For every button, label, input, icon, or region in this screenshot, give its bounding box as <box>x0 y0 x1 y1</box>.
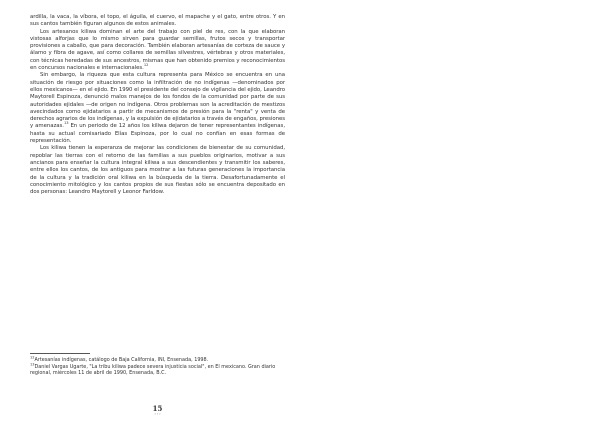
paragraph-1-text: ardilla, la vaca, la víbora, el topo, el águila, el cuervo, el mapache y el gato, entre otros. Y en sus cantos también figuran algunos de estos animales. <box>30 14 285 28</box>
paragraph-2 <box>30 29 285 73</box>
footnote-number: 12 <box>30 355 35 360</box>
footnote-divider <box>30 353 90 354</box>
footnote-ref-13[interactable]: 13 <box>63 121 69 126</box>
paragraph-4-text: Los kiliwa tienen la esperanza de mejorar las condiciones de bienestar de su comunidad, repoblar las tierras con el retorno de las familias a sus pueblos originarios, motivar a sus ancianos para enseñar la cultura integral kiliwa a sus descendientes y transmitir los saberes, entre ellos los cantos, de los antiguos para mostrar a las futuras generaciones la importancia de la cultura y la tradición oral kiliwa en la búsqueda de la tierra. Desafortunadamente el conocimiento mitológico y los cantos propios de sus fiestas sólo se encuentra depositado en dos personas: Leandro Maytorell y Leonor Farldow. <box>30 145 285 196</box>
footnote-text: Daniel Vargas Ugarte, "La tribu kiliwa padece severa injusticia social", en El mexicano. Gran diario regional, miércoles 11 de abril de 1990, Ensenada, B.C. <box>30 364 276 377</box>
paragraph-3 <box>30 72 285 145</box>
footnote-number: 13 <box>30 362 35 367</box>
page-number-block <box>30 405 285 416</box>
paragraph-4 <box>30 145 285 196</box>
paragraph-3-tail: En un periodo de 12 años los kiliwa dejaron de tener representantes indígenas, hasta su actual comisariado Elías Espinoza, por lo cual no confían en esas formas de representación. <box>30 123 285 145</box>
page-mark: • • • <box>154 413 161 416</box>
paragraph-3-text: Sin embargo, la riqueza que esta cultura representa para México se encuentra en una situación de riesgo por situaciones como la infiltración de no indígenas —denominados por ellos mexicanos— en el ejido. En 1990 el presidente del consejo de vigilancia del ejido, Leandro Maytorell Espinoza, denunció malos manejos de los fondos de la comunidad por parte de sus autoridades ejidales —de origen no indígena. Otros problemas son la acreditación de mestizos avecindados como ejidatarios a partir de mecanismos de presión para la "renta" y venta de derechos agrarios de los indígenas, y la expulsión de ejidatarios a través de engaños, presiones y amenazas. <box>30 72 285 130</box>
footnote-text: Artesanías indígenas, catálogo de Baja California, INI, Ensenada, 1998. <box>34 357 209 363</box>
footnotes <box>30 357 285 377</box>
document-page <box>30 14 285 414</box>
body-text <box>30 14 285 196</box>
footnote-ref-12[interactable]: 12 <box>143 63 149 68</box>
paragraph-1 <box>30 14 285 29</box>
footnote-13 <box>30 364 285 377</box>
paragraph-2-text: Los artesanos kiliwa dominan el arte del trabajo con piel de res, con la que elaboran vistosas alforjas que lo mismo sirven para guardar semillas, frutos secos y transportar provisiones a caballo, que para decoración. También elaboran artesanías de corteza de sauce y álamo y fibra de agave, así como collares de semillas silvestres, vértebras y otros materiales, con técnicas heredadas de sus ancestros, mismas que han obtenido premios y reconocimientos en concursos nacionales e internacionales. <box>30 28 285 72</box>
footnote-12 <box>30 357 285 363</box>
page-number: 15 <box>152 404 163 413</box>
